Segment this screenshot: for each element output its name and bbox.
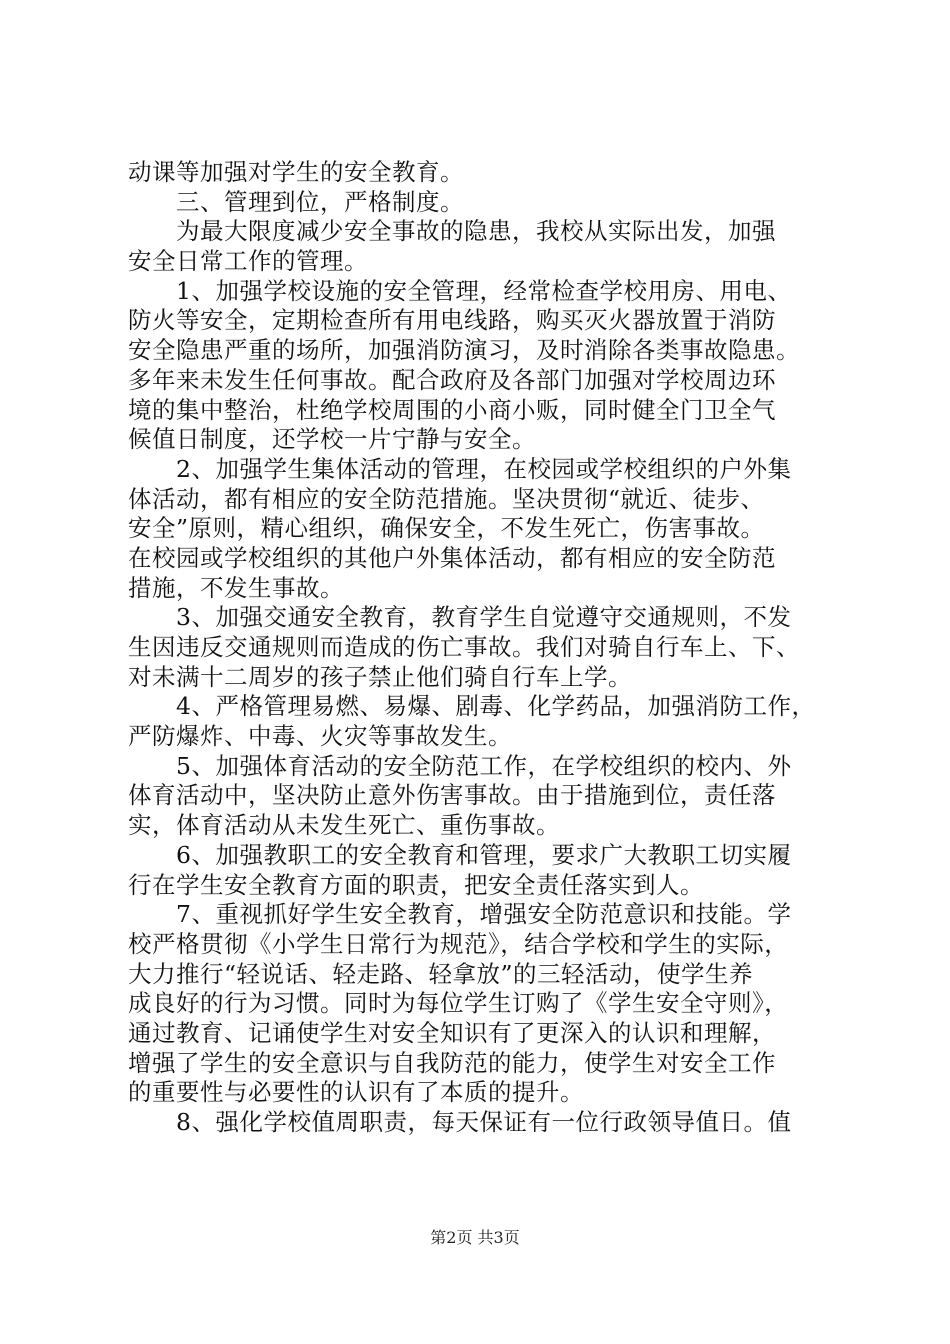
text-line: 校严格贯彻《小学生日常行为规范》，结合学校和学生的实际，	[128, 929, 789, 958]
text-line: 体活动，都有相应的安全防范措施。坚决贯彻“就近、徒步、	[128, 484, 765, 513]
text-line: 候值日制度，还学校一片宁静与安全。	[128, 425, 536, 454]
text-line: 6、加强教职工的安全教育和管理，要求广大教职工切实履	[128, 840, 792, 869]
text-line: 体育活动中，坚决防止意外伤害事故。由于措施到位，责任落	[128, 781, 776, 810]
text-line: 增强了学生的安全意识与自我防范的能力，使学生对安全工作	[128, 1048, 776, 1077]
text-line: 2、加强学生集体活动的管理，在校园或学校组织的户外集	[128, 454, 792, 483]
text-line: 措施，不发生事故。	[128, 573, 344, 602]
text-line: 在校园或学校组织的其他户外集体活动，都有相应的安全防范	[128, 543, 776, 572]
text-line: 成良好的行为习惯。同时为每位学生订购了《学生安全守则》，	[128, 989, 789, 1018]
page-footer	[0, 1225, 950, 1248]
text-line: 对未满十二周岁的孩子禁止他们骑自行车上学。	[128, 662, 632, 691]
text-line: 大力推行“轻说话、轻走路、轻拿放”的三轻活动，使学生养	[128, 959, 754, 988]
section-heading: 三、管理到位，严格制度。	[128, 187, 464, 216]
text-line: 行在学生安全教育方面的职责，把安全责任落实到人。	[128, 870, 704, 899]
page-number-label: 第2页 共3页	[430, 1228, 520, 1247]
text-line: 防火等安全，定期检查所有用电线路，购买灭火器放置于消防	[128, 306, 776, 335]
text-line: 5、加强体育活动的安全防范工作，在学校组织的校内、外	[128, 751, 792, 780]
text-line: 为最大限度减少安全事故的隐患，我校从实际出发，加强	[128, 217, 776, 246]
text-line: 安全”原则，精心组织，确保安全，不发生死亡，伤害事故。	[128, 514, 765, 543]
text-line: 通过教育、记诵使学生对安全知识有了更深入的认识和理解，	[128, 1018, 776, 1047]
text-line: 3、加强交通安全教育，教育学生自觉遵守交通规则，不发	[128, 603, 792, 632]
text-line: 生因违反交通规则而造成的伤亡事故。我们对骑自行车上、下、	[128, 633, 800, 661]
text-line: 的重要性与必要性的认识有了本质的提升。	[128, 1078, 584, 1107]
text-line: 严防爆炸、中毒、火灾等事故发生。	[128, 722, 512, 751]
text-line: 多年来未发生任何事故。配合政府及各部门加强对学校周边环	[128, 365, 776, 394]
text-line: 1、加强学校设施的安全管理，经常检查学校用房、用电、	[128, 276, 792, 305]
text-line: 4、严格管理易燃、易爆、剧毒、化学药品，加强消防工作，	[128, 692, 816, 721]
text-line: 境的集中整治，杜绝学校周围的小商小贩，同时健全门卫全气	[128, 395, 776, 424]
text-line: 8、强化学校值周职责，每天保证有一位行政领导值日。值	[128, 1108, 792, 1136]
text-line: 安全隐患严重的场所，加强消防演习，及时消除各类事故隐患。	[128, 336, 800, 365]
text-line: 实，体育活动从未发生死亡、重伤事故。	[128, 811, 560, 840]
document-body	[128, 158, 834, 1138]
text-line: 动课等加强对学生的安全教育。	[128, 158, 464, 186]
text-line: 7、重视抓好学生安全教育，增强安全防范意识和技能。学	[128, 900, 792, 929]
text-line: 安全日常工作的管理。	[128, 247, 368, 276]
